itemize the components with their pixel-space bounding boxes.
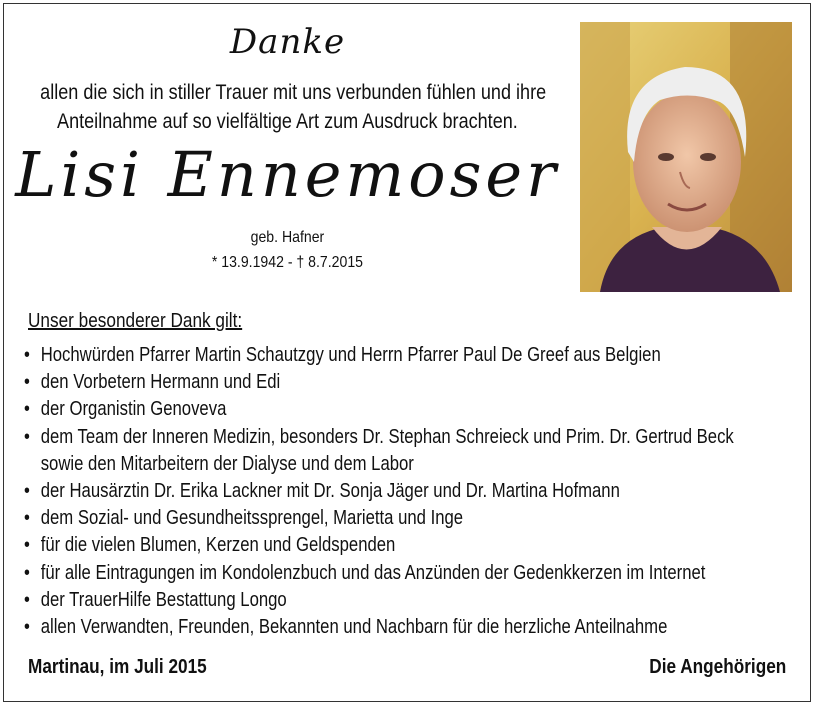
list-item bbox=[24, 614, 776, 641]
list-item-text: für alle Eintragungen im Kondolenzbuch und das Anzünden der Gedenkkerzen im Internet bbox=[40, 561, 706, 584]
thanks-list bbox=[24, 342, 776, 641]
bullet: • bbox=[24, 561, 30, 584]
bullet: • bbox=[24, 371, 30, 394]
portrait-photo-icon bbox=[580, 22, 792, 292]
intro-line-2: Anteilnahme auf so vielfältige Art zum Ausdruck brachten. bbox=[57, 110, 518, 133]
bullet: • bbox=[24, 534, 30, 557]
intro-text bbox=[40, 78, 547, 136]
list-item-text: dem Sozial- und Gesundheitssprengel, Marietta und Inge bbox=[40, 507, 464, 530]
bullet: • bbox=[24, 425, 30, 448]
list-item-text: der TrauerHilfe Bestattung Longo bbox=[40, 588, 287, 611]
birth-name: geb. Hafner bbox=[250, 229, 325, 246]
place-date: Martinau, im Juli 2015 bbox=[28, 656, 207, 678]
thanks-heading: Unser besonderer Dank gilt: bbox=[28, 310, 243, 332]
list-item-text: Hochwürden Pfarrer Martin Schautzgy und Herrn Pfarrer Paul De Greef aus Belgien bbox=[40, 344, 661, 366]
danke-heading: Danke bbox=[229, 22, 346, 62]
signature: Die Angehörigen bbox=[649, 656, 786, 678]
list-item-text: allen Verwandten, Freunden, Bekannten und Nachbarn für die herzliche Anteilnahme bbox=[40, 616, 668, 639]
list-item bbox=[24, 505, 776, 532]
list-item-text: der Hausärztin Dr. Erika Lackner mit Dr. Sonja Jäger und Dr. Martina Hofmann bbox=[40, 480, 620, 503]
bullet: • bbox=[24, 344, 30, 366]
list-item-text: dem Team der Inneren Medizin, besonders Dr. Stephan Schreieck und Prim. Dr. Gertrud Beck bbox=[40, 425, 734, 448]
bullet: • bbox=[24, 588, 30, 611]
list-item-text: der Organistin Genoveva bbox=[40, 398, 227, 421]
list-item-text: für die vielen Blumen, Kerzen und Geldspenden bbox=[40, 534, 396, 557]
list-item bbox=[24, 587, 776, 614]
bullet: • bbox=[24, 480, 30, 503]
list-item bbox=[24, 478, 776, 505]
list-item bbox=[24, 560, 776, 587]
deceased-name: Lisi Ennemoser bbox=[15, 138, 560, 211]
list-item bbox=[24, 342, 776, 369]
list-item bbox=[24, 532, 776, 559]
intro-line-1: allen die sich in stiller Trauer mit uns verbunden fühlen und ihre bbox=[40, 81, 547, 104]
bullet: • bbox=[24, 507, 30, 530]
bullet: • bbox=[24, 398, 30, 421]
list-item bbox=[24, 396, 776, 423]
list-item-text: den Vorbetern Hermann und Edi bbox=[40, 371, 281, 394]
life-dates: * 13.9.1942 - † 8.7.2015 bbox=[211, 254, 363, 271]
list-item bbox=[24, 424, 776, 478]
portrait-photo bbox=[580, 22, 792, 292]
list-item bbox=[24, 369, 776, 396]
list-item-continuation: sowie den Mitarbeitern der Dialyse und dem Labor bbox=[40, 452, 414, 475]
bullet: • bbox=[24, 616, 30, 639]
